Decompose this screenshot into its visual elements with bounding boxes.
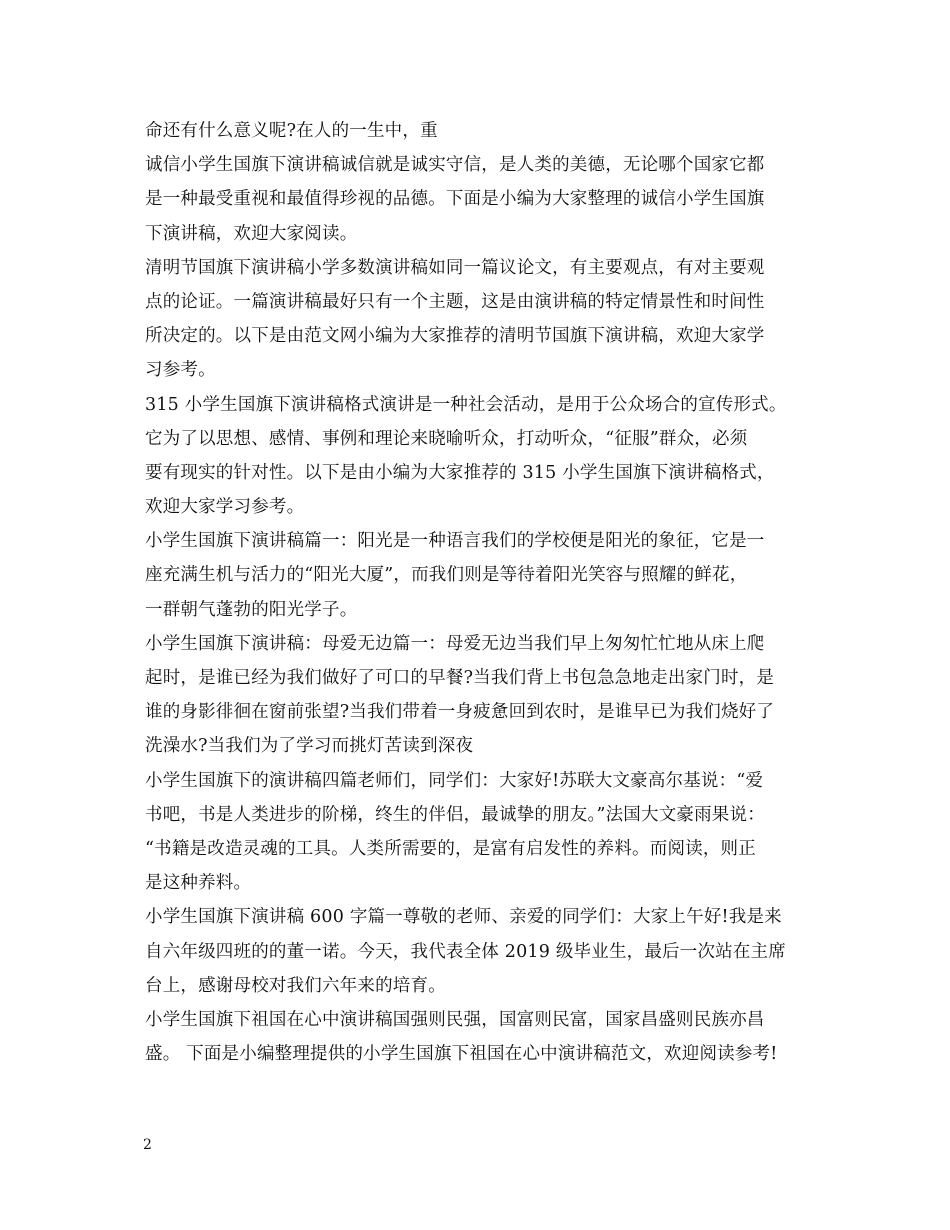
page-number: 2 — [143, 1137, 152, 1153]
text-line: 小学生国旗下演讲稿篇一：阳光是一种语言我们的学校便是阳光的象征，它是一 — [145, 531, 765, 552]
text-line: 起时，是谁已经为我们做好了可口的早餐?当我们背上书包急急地走出家门时，是 — [145, 668, 775, 688]
text-line: 书吧，书是人类进步的阶梯，终生的伴侣，最诚挚的朋友。”法国大文豪雨果说： — [145, 804, 765, 825]
text-line: 是这种养料。 — [145, 873, 252, 894]
text-line: 315 小学生国旗下演讲稿格式演讲是一种社会活动，是用于公众场合的宣传形式。 — [145, 394, 787, 415]
text-line: 洗澡水?当我们为了学习而挑灯苦读到深夜 — [145, 736, 474, 757]
text-line: 座充满生机与活力的“阳光大厦”，而我们则是等待着阳光笑容与照耀的鲜花， — [145, 565, 748, 586]
text-line: 清明节国旗下演讲稿小学多数演讲稿如同一篇议论文，有主要观点，有对主要观 — [145, 257, 765, 278]
text-line: 小学生国旗下演讲稿：母爱无边篇一：母爱无边当我们早上匆匆忙忙地从床上爬 — [145, 633, 765, 654]
text-line: 所决定的。以下是由范文网小编为大家推荐的清明节国旗下演讲稿，欢迎大家学 — [145, 326, 765, 347]
text-line: 一群朝气蓬勃的阳光学子。 — [145, 599, 358, 620]
text-line: 自六年级四班的的董一诺。今天，我代表全体 2019 级毕业生，最后一次站在主席 — [145, 941, 786, 962]
text-line: 小学生国旗下的演讲稿四篇老师们，同学们：大家好!苏联大文豪高尔基说：“爱 — [145, 770, 764, 791]
text-line: 是一种最受重视和最值得珍视的品德。下面是小编为大家整理的诚信小学生国旗 — [145, 189, 765, 210]
text-line: 谁的身影徘徊在窗前张望?当我们带着一身疲惫回到农时，是谁早已为我们烧好了 — [145, 702, 775, 723]
text-line: 小学生国旗下演讲稿 600 字篇一尊敬的老师、亲爱的同学们：大家上午好!我是来 — [145, 907, 782, 928]
document-body — [145, 114, 815, 1071]
text-line: 欢迎大家学习参考。 — [145, 497, 305, 518]
text-line: 习参考。 — [145, 360, 216, 381]
text-line: 命还有什么意义呢?在人的一生中，重 — [145, 121, 438, 141]
text-line: 要有现实的针对性。以下是由小编为大家推荐的 315 小学生国旗下演讲稿格式， — [145, 462, 775, 483]
text-line: 台上，感谢母校对我们六年来的培育。 — [145, 975, 446, 996]
text-line: “书籍是改造灵魂的工具。人类所需要的，是富有启发性的养料。而阅读，则正 — [145, 838, 756, 859]
text-line: 点的论证。一篇演讲稿最好只有一个主题，这是由演讲稿的特定情景性和时间性 — [145, 291, 765, 312]
text-line: 盛。 下面是小编整理提供的小学生国旗下祖国在心中演讲稿范文，欢迎阅读参考! — [145, 1044, 778, 1065]
text-line: 诚信小学生国旗下演讲稿诚信就是诚实守信，是人类的美德，无论哪个国家它都 — [145, 155, 765, 176]
text-line: 它为了以思想、感情、事例和理论来晓喻听众，打动听众，“征服”群众，必须 — [145, 428, 748, 449]
text-line: 下演讲稿，欢迎大家阅读。 — [145, 223, 358, 244]
text-line: 小学生国旗下祖国在心中演讲稿国强则民强，国富则民富，国家昌盛则民族亦昌 — [145, 1009, 765, 1030]
